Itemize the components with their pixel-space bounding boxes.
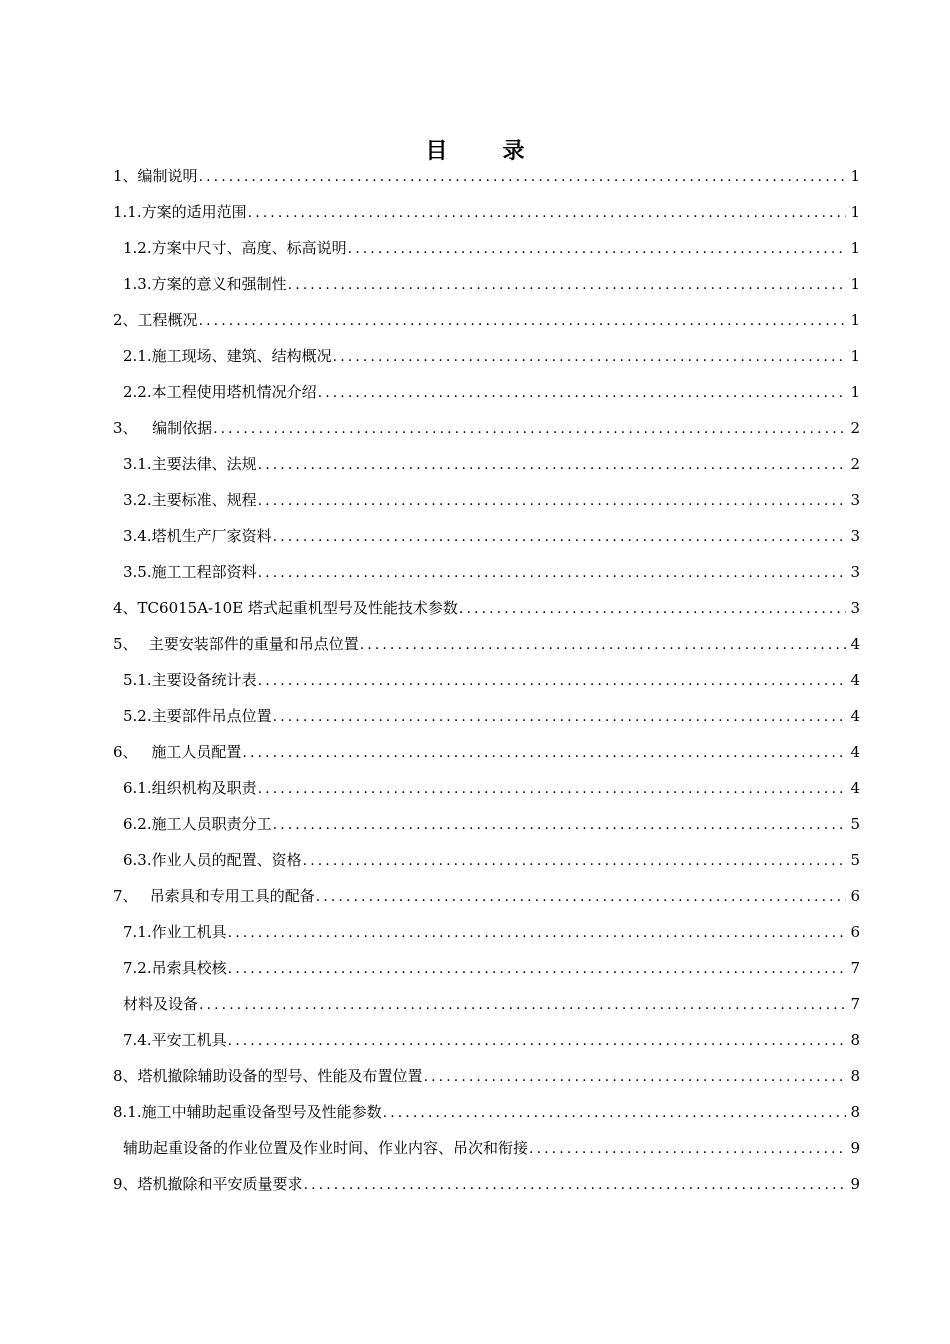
toc-entry-number: 5.2.	[123, 707, 152, 725]
toc-entry-page-number: 6	[850, 923, 860, 941]
toc-entry-page-number: 1	[850, 167, 860, 185]
toc-entry-title: 材料及设备	[123, 995, 199, 1013]
toc-title-char-1: 目	[425, 138, 448, 164]
toc-entry-title: 吊索具校核	[151, 959, 227, 977]
toc-entry[interactable]	[113, 1136, 860, 1172]
toc-dot-leader	[348, 239, 846, 259]
toc-entry[interactable]	[113, 740, 860, 776]
toc-entry-page-number: 8	[850, 1067, 860, 1085]
toc-entry-title: 方案中尺寸、高度、标高说明	[151, 239, 347, 257]
toc-entry[interactable]	[113, 812, 860, 848]
toc-entry-page-number: 1	[850, 275, 860, 293]
toc-dot-leader	[248, 203, 846, 223]
toc-entry-number: 3.5.	[123, 563, 152, 581]
toc-entry[interactable]	[113, 1172, 860, 1208]
toc-entry[interactable]	[113, 236, 860, 272]
toc-entry-title: 主要设备统计表	[151, 671, 257, 689]
toc-entry-number: 8.1.	[113, 1103, 142, 1121]
toc-entry[interactable]	[113, 956, 860, 992]
toc-dot-leader	[273, 527, 846, 547]
toc-entry-title: 方案的意义和强制性	[151, 275, 287, 293]
toc-entry-number: 7.4.	[123, 1031, 152, 1049]
toc-entry-page-number: 1	[850, 203, 860, 221]
toc-entry-page-number: 3	[850, 491, 860, 509]
toc-dot-leader	[228, 923, 846, 943]
toc-entry[interactable]	[113, 164, 860, 200]
toc-entry-number: 1、	[113, 167, 138, 185]
toc-dot-leader	[213, 419, 846, 439]
toc-entry-page-number: 3	[850, 599, 860, 617]
toc-entry-title: 塔机生产厂家资料	[151, 527, 272, 545]
toc-entry-page-number: 9	[850, 1139, 860, 1157]
toc-entry-number: 7.2.	[123, 959, 152, 977]
toc-entry-title: 施工人员职责分工	[151, 815, 272, 833]
toc-entry[interactable]	[113, 416, 860, 452]
toc-entry-number: 1.3.	[123, 275, 152, 293]
toc-dot-leader	[304, 1175, 846, 1195]
toc-entry-page-number: 4	[850, 671, 860, 689]
toc-entry-number: 2.1.	[123, 347, 152, 365]
toc-entry[interactable]	[113, 632, 860, 668]
toc-entry-title: 主要标准、规程	[151, 491, 257, 509]
toc-entry-number: 6.1.	[123, 779, 152, 797]
toc-list	[113, 164, 860, 1208]
toc-entry-title: 作业工机具	[151, 923, 227, 941]
toc-entry-number: 9、	[113, 1175, 138, 1193]
toc-entry-number: 3.4.	[123, 527, 152, 545]
toc-entry[interactable]	[113, 452, 860, 488]
toc-entry-page-number: 2	[850, 455, 860, 473]
toc-entry-number: 3.1.	[123, 455, 152, 473]
toc-entry[interactable]	[113, 524, 860, 560]
toc-dot-leader	[258, 779, 846, 799]
toc-entry-number: 6、	[113, 743, 138, 761]
toc-entry-page-number: 4	[850, 635, 860, 653]
toc-entry[interactable]	[113, 920, 860, 956]
toc-dot-leader	[383, 1103, 846, 1123]
toc-entry-number: 6.3.	[123, 851, 152, 869]
toc-entry-page-number: 4	[850, 707, 860, 725]
toc-dot-leader	[228, 1031, 846, 1051]
toc-entry-page-number: 1	[850, 383, 860, 401]
toc-dot-leader	[258, 671, 846, 691]
toc-entry-title: TC6015A-10E 塔式起重机型号及性能技术参数	[137, 599, 458, 617]
toc-entry-page-number: 4	[850, 779, 860, 797]
toc-entry[interactable]	[113, 380, 860, 416]
toc-entry-title: 作业人员的配置、资格	[151, 851, 302, 869]
toc-dot-leader	[199, 995, 846, 1015]
toc-entry-title: 施工工程部资料	[151, 563, 257, 581]
toc-entry[interactable]	[113, 596, 860, 632]
toc-entry[interactable]	[113, 1100, 860, 1136]
toc-entry-page-number: 5	[850, 851, 860, 869]
toc-entry[interactable]	[113, 992, 860, 1028]
toc-entry[interactable]	[113, 344, 860, 380]
toc-entry[interactable]	[113, 488, 860, 524]
toc-dot-leader	[242, 743, 846, 763]
toc-entry-title: 本工程使用塔机情况介绍	[151, 383, 317, 401]
toc-title	[0, 134, 950, 165]
toc-entry-number: 8、	[113, 1067, 138, 1085]
toc-dot-leader	[529, 1139, 846, 1159]
toc-dot-leader	[303, 851, 846, 871]
toc-entry-page-number: 8	[850, 1031, 860, 1049]
toc-entry-title: 方案的适用范围	[141, 203, 247, 221]
toc-dot-leader	[258, 491, 846, 511]
toc-entry-title: 辅助起重设备的作业位置及作业时间、作业内容、吊次和衔接	[123, 1139, 529, 1157]
toc-entry-title: 塔机撤除和平安质量要求	[137, 1175, 303, 1193]
toc-entry-title: 塔机撤除辅助设备的型号、性能及布置位置	[137, 1067, 423, 1085]
toc-entry-title: 主要安装部件的重量和吊点位置	[148, 635, 359, 653]
toc-dot-leader	[199, 311, 846, 331]
toc-dot-leader	[273, 815, 846, 835]
toc-entry-title: 编制说明	[137, 167, 198, 185]
toc-entry-number: 7.1.	[123, 923, 152, 941]
toc-entry[interactable]	[113, 1064, 860, 1100]
toc-title-char-2: 录	[502, 138, 525, 164]
toc-entry-number: 5.1.	[123, 671, 152, 689]
toc-entry-page-number: 2	[850, 419, 860, 437]
toc-entry[interactable]	[113, 272, 860, 308]
toc-dot-leader	[199, 167, 846, 187]
toc-entry-title: 工程概况	[137, 311, 198, 329]
toc-entry[interactable]	[113, 308, 860, 344]
toc-dot-leader	[360, 635, 846, 655]
toc-dot-leader	[273, 707, 846, 727]
toc-dot-leader	[288, 275, 846, 295]
toc-entry-title: 施工现场、建筑、结构概况	[151, 347, 332, 365]
toc-entry[interactable]	[113, 704, 860, 740]
toc-entry-title: 平安工机具	[151, 1031, 227, 1049]
toc-dot-leader	[333, 347, 846, 367]
toc-dot-leader	[258, 455, 846, 475]
toc-dot-leader	[258, 563, 846, 583]
toc-entry-page-number: 3	[850, 563, 860, 581]
toc-entry-title: 施工人员配置	[151, 743, 242, 761]
toc-entry[interactable]	[113, 200, 860, 236]
toc-entry-number: 1.1.	[113, 203, 142, 221]
toc-entry-number: 1.2.	[123, 239, 152, 257]
toc-dot-leader	[228, 959, 846, 979]
toc-entry-page-number: 6	[850, 887, 860, 905]
toc-entry-title: 组织机构及职责	[151, 779, 257, 797]
toc-entry-page-number: 5	[850, 815, 860, 833]
toc-entry-number: 2、	[113, 311, 138, 329]
toc-entry-page-number: 1	[850, 311, 860, 329]
toc-dot-leader	[459, 599, 846, 619]
toc-entry-page-number: 7	[850, 959, 860, 977]
toc-entry-number: 2.2.	[123, 383, 152, 401]
toc-dot-leader	[316, 887, 846, 907]
toc-entry[interactable]	[113, 560, 860, 596]
toc-entry-title: 吊索具和专用工具的配备	[149, 887, 315, 905]
toc-entry-number: 6.2.	[123, 815, 152, 833]
toc-entry-number: 3、	[113, 419, 138, 437]
toc-entry-title: 编制依据	[152, 419, 213, 437]
toc-entry-title: 主要法律、法规	[151, 455, 257, 473]
toc-entry-page-number: 1	[850, 347, 860, 365]
toc-entry[interactable]	[113, 1028, 860, 1064]
toc-entry-page-number: 9	[850, 1175, 860, 1193]
toc-entry-title: 施工中辅助起重设备型号及性能参数	[141, 1103, 382, 1121]
toc-entry-title: 主要部件吊点位置	[151, 707, 272, 725]
toc-entry-page-number: 3	[850, 527, 860, 545]
toc-entry-number: 7、	[113, 887, 138, 905]
toc-entry-page-number: 4	[850, 743, 860, 761]
toc-entry[interactable]	[113, 884, 860, 920]
toc-dot-leader	[318, 383, 846, 403]
toc-dot-leader	[424, 1067, 846, 1087]
toc-entry-number: 3.2.	[123, 491, 152, 509]
toc-entry[interactable]	[113, 848, 860, 884]
toc-entry[interactable]	[113, 668, 860, 704]
toc-entry-page-number: 8	[850, 1103, 860, 1121]
toc-entry-page-number: 7	[850, 995, 860, 1013]
toc-entry-number: 5、	[113, 635, 138, 653]
toc-entry[interactable]	[113, 776, 860, 812]
toc-entry-number: 4、	[113, 599, 138, 617]
toc-entry-page-number: 1	[850, 239, 860, 257]
